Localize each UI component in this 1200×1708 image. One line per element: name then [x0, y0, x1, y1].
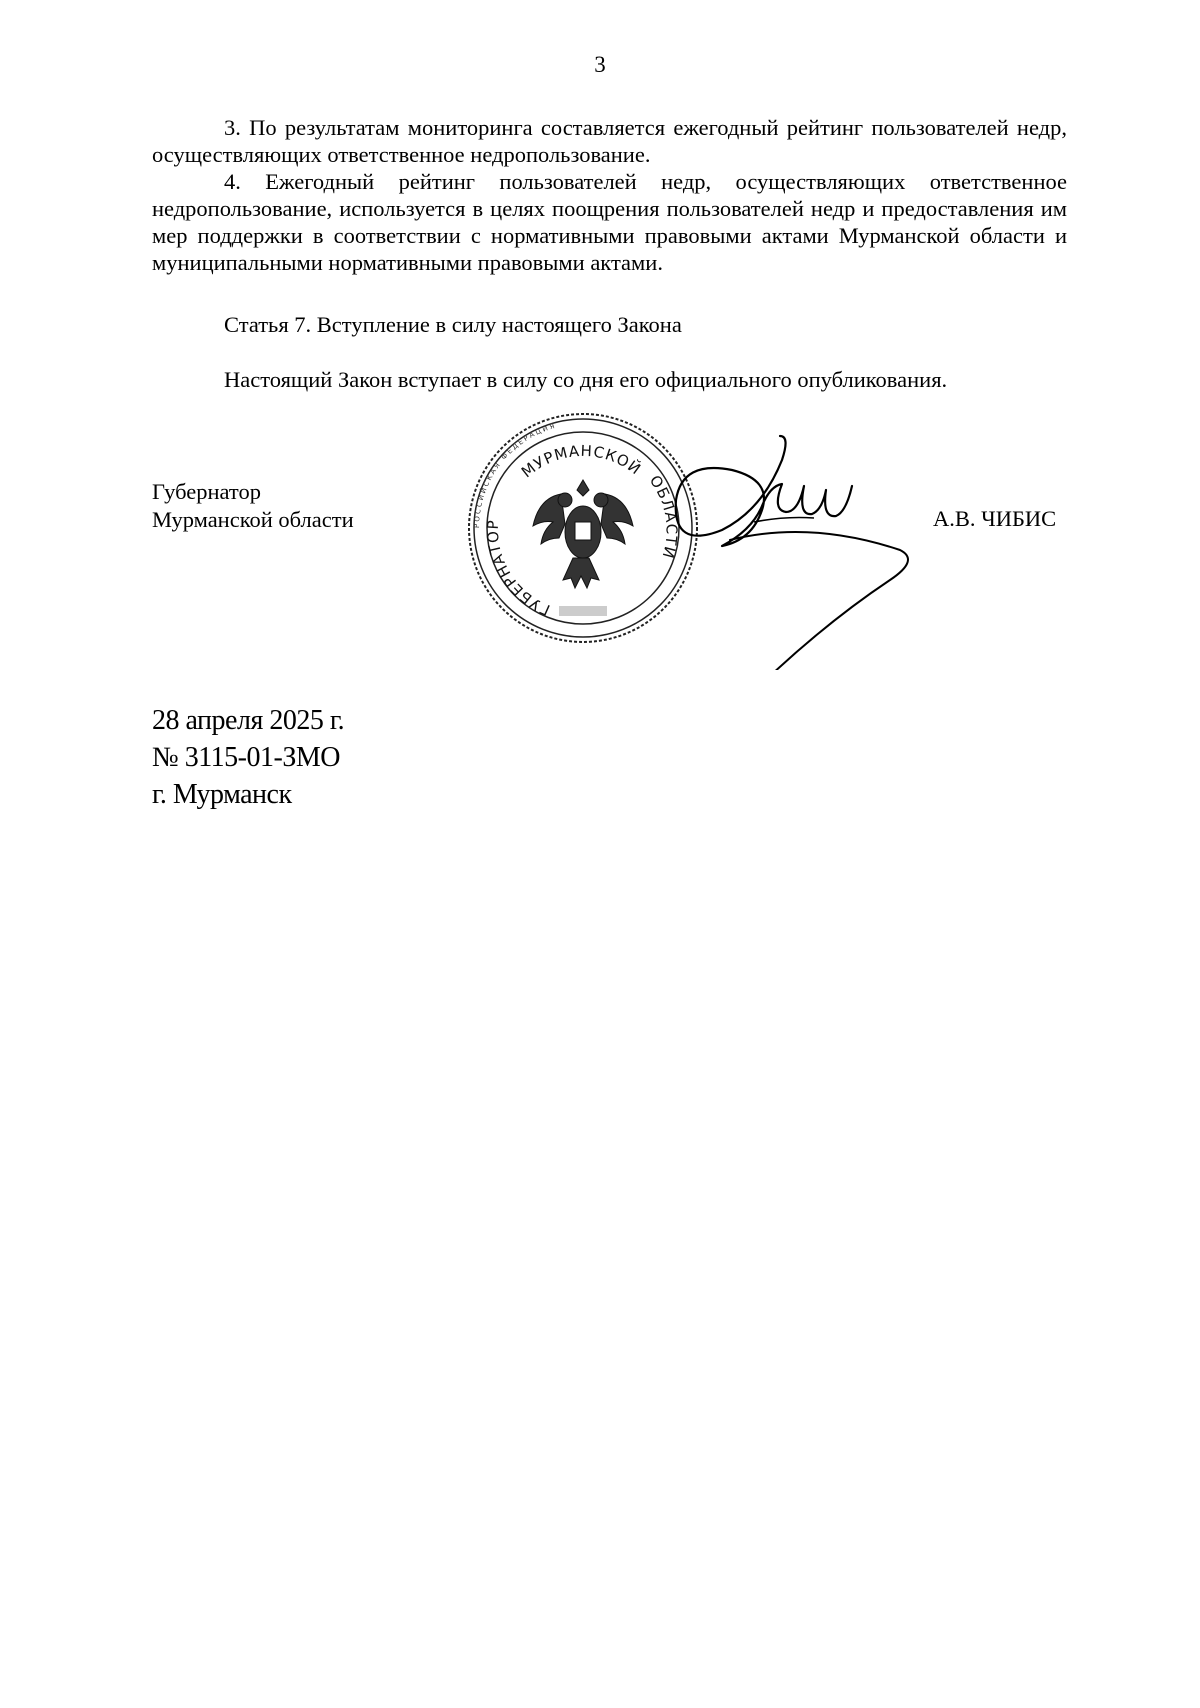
signatory-name: А.В. ЧИБИС — [933, 506, 1057, 531]
page-number: 3 — [594, 52, 606, 77]
seal-left-text: ГУБЕРНАТОР — [483, 518, 553, 619]
signatory-title — [152, 478, 354, 534]
svg-text:ГУБЕРНАТОР — [484, 519, 553, 619]
paragraph-4 — [152, 168, 1067, 276]
law-number: № 3115-01-ЗМО — [152, 742, 340, 773]
handwritten-signature-icon — [670, 430, 930, 670]
article-7-text: Настоящий Закон вступает в силу со дня его официального опубликования. — [224, 367, 948, 392]
paragraph-3-text: 3. По результатам мониторинга составляется ежегодный рейтинг пользователей недр, осуществляющих ответственное недропользование. — [152, 115, 1067, 167]
enactment-date: 28 апреля 2025 г. — [152, 705, 345, 736]
article-7-heading: Статья 7. Вступление в силу настоящего Закона — [224, 312, 682, 337]
seal-ring-text: РОССИЙСКАЯ ФЕДЕРАЦИЯ — [472, 421, 558, 529]
paragraph-3 — [152, 114, 1067, 168]
signatory-title-line2: Мурманской области — [152, 507, 354, 532]
official-seal-icon — [465, 410, 701, 646]
paragraph-4-text: 4. Ежегодный рейтинг пользователей недр, осуществляющих ответственное недропользование, используется в целях поощрения пользователей недр и предоставления им мер поддержки в соответствии с нормативными правовыми актами Мурманской области и муниципальными нормативными правовыми актами. — [152, 169, 1067, 275]
seal-top-text: МУРМАНСКОЙ — [517, 441, 645, 482]
enactment-details — [152, 702, 344, 813]
enactment-city: г. Мурманск — [152, 779, 292, 810]
seal-right-text: ОБЛАСТИ — [645, 471, 681, 561]
signatory-title-line1: Губернатор — [152, 479, 261, 504]
svg-text:МУРМАНСКОЙ — [518, 442, 645, 481]
